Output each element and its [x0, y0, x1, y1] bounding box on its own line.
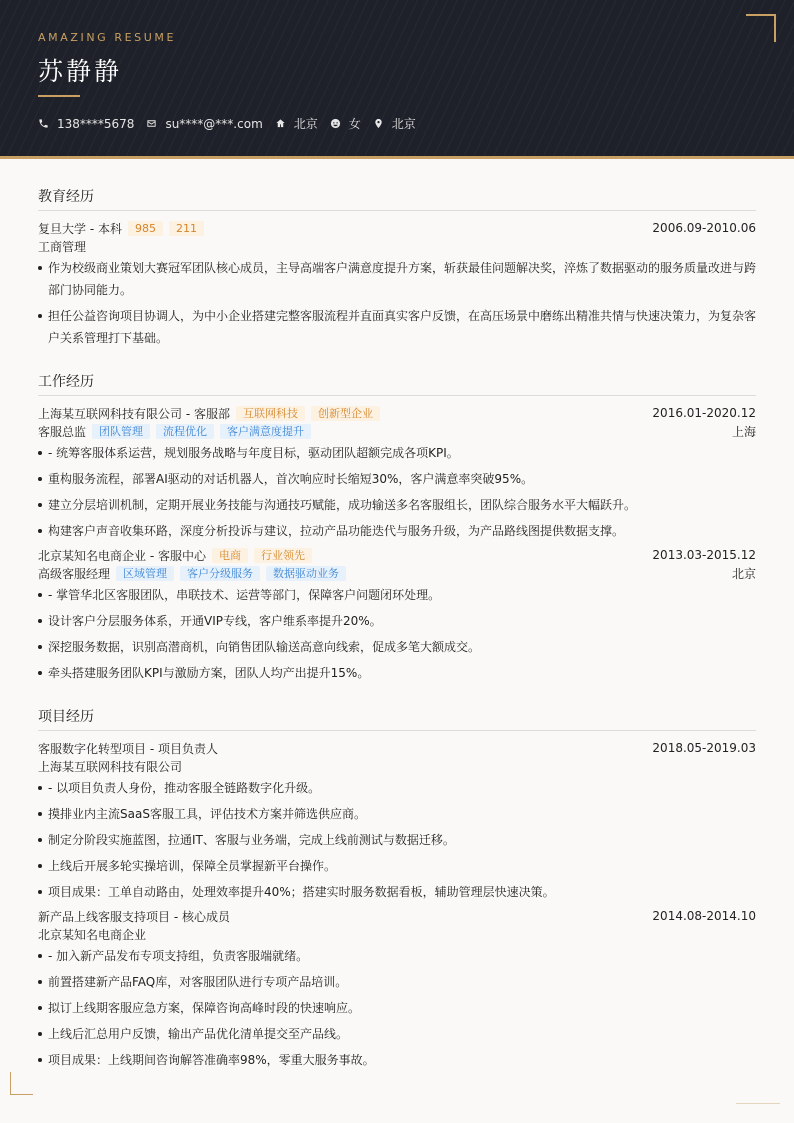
company-tag: 互联网科技	[236, 406, 305, 421]
work-entry	[38, 546, 756, 684]
corner-ornament-bottom-right	[736, 1103, 780, 1104]
role-tag: 客户满意度提升	[220, 424, 311, 439]
project-row	[38, 739, 756, 757]
contact-text: 女	[348, 117, 361, 131]
role-row	[38, 422, 756, 440]
work-entry	[38, 404, 756, 542]
mail-icon	[146, 118, 157, 129]
contact-location	[373, 115, 416, 132]
list-item: 设计客户分层服务体系，开通VIP专线，客户维系率提升20%。	[38, 610, 756, 632]
role-title: 高级客服经理	[38, 566, 111, 581]
project-org-row	[38, 757, 756, 775]
school-tag: 985	[128, 221, 163, 236]
header-tagline: AMAZING RESUME	[38, 31, 177, 44]
company-name: 上海某互联网科技有限公司 - 客服部	[38, 406, 230, 421]
company-tag: 电商	[212, 548, 248, 563]
school-name: 复旦大学 - 本科	[38, 221, 122, 236]
project-org: 北京某知名电商企业	[38, 927, 147, 942]
project-name: 客服数字化转型项目 - 项目负责人	[38, 741, 218, 756]
project-entry	[38, 907, 756, 1071]
project-row	[38, 907, 756, 925]
contact-bar	[38, 115, 428, 132]
city: 上海	[731, 424, 756, 439]
gender-icon	[330, 118, 341, 129]
role-row	[38, 564, 756, 582]
project-org-row	[38, 925, 756, 943]
section-title: 工作经历	[38, 371, 756, 396]
major: 工商管理	[38, 239, 87, 254]
date-range: 2006.09-2010.06	[652, 221, 756, 235]
project-bullets	[38, 777, 756, 903]
work-bullets	[38, 442, 756, 542]
role-tag: 客户分级服务	[180, 566, 260, 581]
list-item: 上线后开展多轮实操培训，保障全员掌握新平台操作。	[38, 855, 756, 877]
corner-ornament-bottom-left	[10, 1072, 33, 1095]
list-item: 制定分阶段实施蓝图，拉通IT、客服与业务端，完成上线前测试与数据迁移。	[38, 829, 756, 851]
role-tag: 流程优化	[156, 424, 214, 439]
list-item: - 统筹客服体系运营，规划服务战略与年度目标，驱动团队超额完成各项KPI。	[38, 442, 756, 464]
list-item: 项目成果：上线期间咨询解答准确率98%，零重大服务事故。	[38, 1049, 756, 1071]
list-item: 摸排业内主流SaaS客服工具，评估技术方案并筛选供应商。	[38, 803, 756, 825]
list-item: 牵头搭建服务团队KPI与激励方案，团队人均产出提升15%。	[38, 662, 756, 684]
work-section	[38, 371, 756, 684]
list-item: - 以项目负责人身份，推动客服全链路数字化升级。	[38, 777, 756, 799]
contact-email	[146, 117, 262, 131]
date-range: 2013.03-2015.12	[652, 548, 756, 562]
list-item: - 掌管华北区客服团队，串联技术、运营等部门，保障客户问题闭环处理。	[38, 584, 756, 606]
contact-gender	[330, 115, 361, 132]
list-item: 担任公益咨询项目协调人，为中小企业搭建完整客服流程并直面真实客户反馈，在高压场景中磨练出精准共情与快速决策力，为复杂客户关系管理打下基础。	[38, 305, 756, 349]
company-tag: 创新型企业	[311, 406, 380, 421]
section-title: 教育经历	[38, 186, 756, 211]
contact-phone	[38, 117, 134, 131]
contact-text: 北京	[293, 117, 318, 131]
work-bullets	[38, 584, 756, 684]
name-underline	[38, 95, 80, 97]
education-section	[38, 186, 756, 349]
resume-body	[38, 186, 756, 1093]
education-major-row	[38, 237, 756, 255]
date-range: 2014.08-2014.10	[652, 909, 756, 923]
phone-icon	[38, 118, 49, 129]
role-tag: 数据驱动业务	[266, 566, 346, 581]
contact-text: 北京	[391, 117, 416, 131]
date-range: 2016.01-2020.12	[652, 406, 756, 420]
list-item: 重构服务流程，部署AI驱动的对话机器人，首次响应时长缩短30%，客户满意率突破95%。	[38, 468, 756, 490]
project-entry	[38, 739, 756, 903]
date-range: 2018.05-2019.03	[652, 741, 756, 755]
list-item: 拟订上线期客服应急方案，保障咨询高峰时段的快速响应。	[38, 997, 756, 1019]
company-name: 北京某知名电商企业 - 客服中心	[38, 548, 206, 563]
role-tag: 团队管理	[92, 424, 150, 439]
list-item: 作为校级商业策划大赛冠军团队核心成员，主导高端客户满意度提升方案，斩获最佳问题解决奖，淬炼了数据驱动的服务质量改进与跨部门协同能力。	[38, 257, 756, 301]
company-tag: 行业领先	[254, 548, 312, 563]
role-tag: 区域管理	[116, 566, 174, 581]
list-item: 建立分层培训机制，定期开展业务技能与沟通技巧赋能，成功输送多名客服组长，团队综合服务水平大幅跃升。	[38, 494, 756, 516]
project-bullets	[38, 945, 756, 1071]
list-item: 深挖服务数据，识别高潜商机，向销售团队输送高意向线索，促成多笔大额成交。	[38, 636, 756, 658]
company-row	[38, 546, 756, 564]
list-item: 项目成果：工单自动路由，处理效率提升40%；搭建实时服务数据看板，辅助管理层快速决策。	[38, 881, 756, 903]
candidate-name: 苏静静	[38, 57, 123, 86]
projects-section	[38, 706, 756, 1071]
education-header-row	[38, 219, 756, 237]
list-item: - 加入新产品发布专项支持组，负责客服端就绪。	[38, 945, 756, 967]
list-item: 构建客户声音收集环路，深度分析投诉与建议，拉动产品功能迭代与服务升级，为产品路线图提供数据支撑。	[38, 520, 756, 542]
list-item: 前置搭建新产品FAQ库，对客服团队进行专项产品培训。	[38, 971, 756, 993]
home-icon	[275, 118, 286, 129]
company-row	[38, 404, 756, 422]
city: 北京	[731, 566, 756, 581]
list-item: 上线后汇总用户反馈，输出产品优化清单提交至产品线。	[38, 1023, 756, 1045]
contact-text: su****@***.com	[165, 116, 263, 131]
project-name: 新产品上线客服支持项目 - 核心成员	[38, 909, 230, 924]
corner-ornament-top-right	[746, 14, 776, 42]
school-tag: 211	[169, 221, 204, 236]
education-bullets	[38, 257, 756, 349]
resume-header	[0, 0, 794, 159]
contact-home	[275, 115, 318, 132]
role-title: 客服总监	[38, 424, 87, 439]
contact-text: 138****5678	[57, 116, 135, 131]
section-title: 项目经历	[38, 706, 756, 731]
project-org: 上海某互联网科技有限公司	[38, 759, 183, 774]
location-icon	[373, 118, 384, 129]
